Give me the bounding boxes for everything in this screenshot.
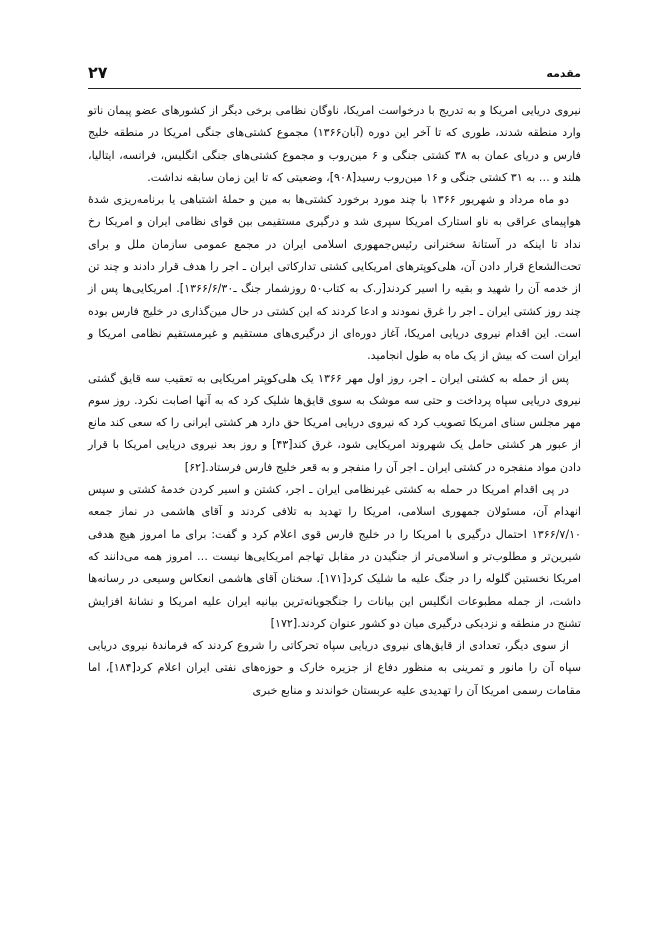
paragraph: در پی اقدام امریکا در حمله به کشتی غیرنظامی ایران ـ اجر، کشتن و اسیر کردن خدمهٔ کشتی و سپس انهدام آن، مسئولان جمهوری اسلامی، امریکا را تهدید به تلافی کردند و آقای هاشمی در نماز جمعه ۱۳۶۶/۷/۱۰ احتمال درگیری با امریکا را در خلیج فارس قوی اعلام کرد و گفت: برای ما امروز هیچ هدفی شیرین‌تر و مطلوب‌تر و اسلامی‌تر از جنگیدن در مقابل تهاجم امریکایی‌ها نیست … امروز همه می‌دانند که امریکا نخستین گلوله را در جنگ علیه ما شلیک کرد[۱۷۱]. سخنان آقای هاشمی انعکاس وسیعی در رسانه‌ها داشت، از جمله مطبوعات انگلیس این بیانات را جنگجویانه‌ترین بیانیه ایران علیه امریکا و نشانهٔ افزایش تشنج در منطقه و نزدیکی درگیری میان دو کشور عنوان کردند.[۱۷۲] xyxy=(88,483,581,630)
paragraph: پس از حمله به کشتی ایران ـ اجر، روز اول مهر ۱۳۶۶ یک هلی‌کوپتر امریکایی به تعقیب سه قایق گشتی نیروی دریایی سپاه پرداخت و حتی سه موشک به سوی قایق‌ها شلیک کرد که به آنها اصابت نکرد. روز سوم مهر مجلس سنای امریکا تصویب کرد که نیروی دریایی امریکا حق دارد هر کشتی ایرانی را که سعی کند مانع از عبور هر کشتی حامل یک شهروند امریکایی شود، غرق کند[۴۳] و روز بعد نیروی دریایی امریکا با قرار دادن مواد منفجره در کشتی ایران ـ اجر آن را منفجر و به قعر خلیج فارس فرستاد.[۶۲] xyxy=(88,371,581,474)
paragraph: نیروی دریایی امریکا و به تدریج با درخواست امریکا، ناوگان نظامی برخی دیگر از کشورهای عضو پیمان ناتو وارد منطقه شدند، طوری که تا آخر این دوره (آبان۱۳۶۶) مجموع کشتی‌های جنگی امریکا در منطقه خلیج فارس و دریای عمان به ۳۸ کشتی جنگی و ۶ مین‌روب و مجموع کشتی‌های جنگی انگلیس، فرانسه، ایتالیا، هلند و … به ۳۱ کشتی جنگی و ۱۶ مین‌روب رسید[۹۰۸]، وضعیتی که تا این زمان سابقه نداشت. xyxy=(88,104,582,184)
running-header xyxy=(88,63,581,87)
paragraph: دو ماه مرداد و شهریور ۱۳۶۶ با چند مورد برخورد کشتی‌ها به مین و حملهٔ اشتباهی یا برنامه‌ریزی شدهٔ هواپیمای عراقی به ناو استارک امریکا سپری شد و درگیری مستقیمی بین قوای نظامی ایران و امریکا رخ نداد تا اینکه در آستانهٔ سخنرانی رئیس‌جمهوری اسلامی ایران در مجمع عمومی سازمان ملل و برای تحت‌الشعاع قرار دادن آن، هلی‌کوپترهای امریکایی کشتی تدارکاتی ایران ـ اجر را هدف قرار دادند و چند تن از خدمه آن را شهید و بقیه را اسیر کردند[ر.ک به کتاب۵۰ روزشمار جنگ ـ۱۳۶۶/۶/۳۰]. امریکایی‌ها پس از چند روز کشتی ایران ـ اجر را غرق نمودند و ادعا کردند که این کشتی در حال مین‌گذاری در خلیج فارس بوده است. این اقدام نیروی دریایی امریکا، آغاز دوره‌ای از درگیری‌های مستقیم و غیرمستقیم نظامی امریکا و ایران است که بیش از یک ماه به طول انجامید. xyxy=(88,193,581,363)
section-title: مقدمه xyxy=(546,67,581,80)
paragraph: از سوی دیگر، تعدادی از قایق‌های نیروی دریایی سپاه تحرکاتی را شروع کردند که فرماندهٔ نیروی دریایی سپاه آن را مانور و تمرینی به منظور دفاع از جزیره خارک و حوزه‌های نفتی ایران اعلام کرد[۱۸۴]، اما مقامات رسمی امریکا آن را تهدیدی علیه عربستان خواندند و منابع خبری xyxy=(88,639,581,697)
page-number: ۲۷ xyxy=(88,63,108,82)
body-text xyxy=(88,100,581,702)
header-rule xyxy=(88,88,581,89)
